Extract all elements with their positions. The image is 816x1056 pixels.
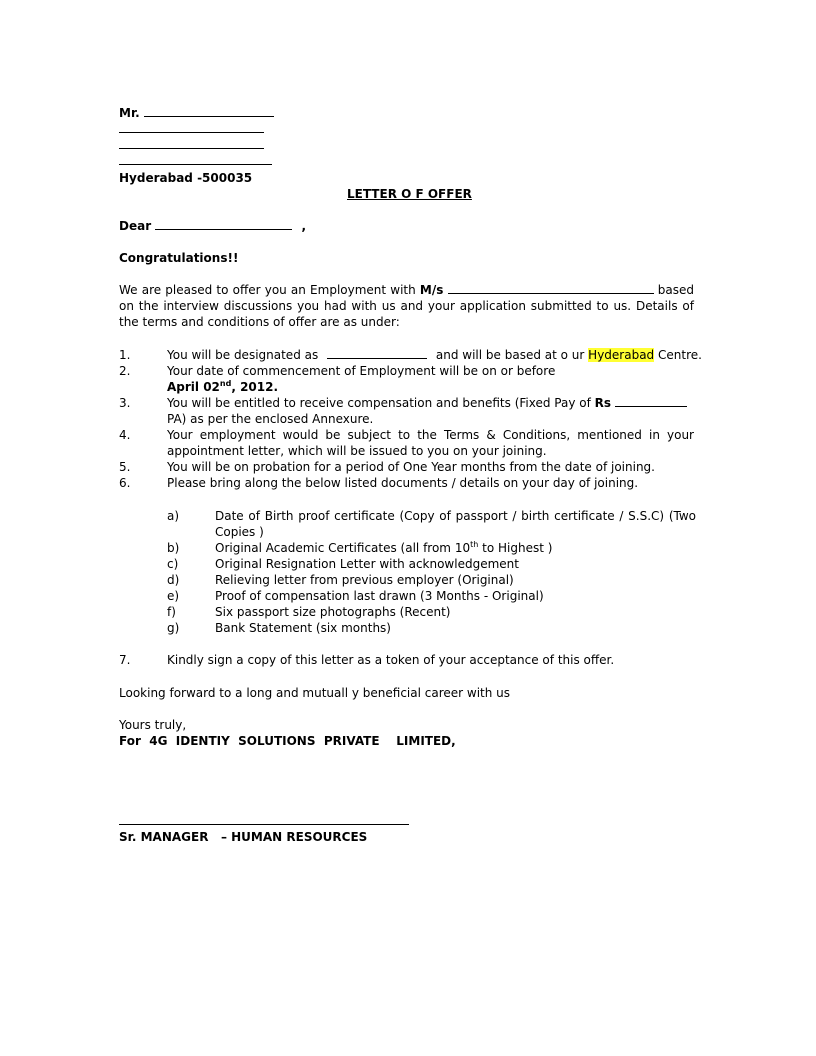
doc-f: Six passport size photographs (Recent) bbox=[215, 605, 451, 619]
term-2-text: Your date of commencement of Employment will be on or before bbox=[167, 364, 556, 378]
address-blank-3 bbox=[119, 153, 272, 165]
date-suffix: nd bbox=[219, 379, 232, 388]
doc-c: Original Resignation Letter with acknowledgement bbox=[215, 557, 519, 571]
term-7: Kindly sign a copy of this letter as a token of your acceptance of this offer. bbox=[167, 653, 615, 667]
term-1 bbox=[167, 347, 702, 363]
doc-label-d: d) bbox=[167, 573, 180, 587]
greeting-line bbox=[119, 218, 306, 234]
doc-label-f: f) bbox=[167, 605, 176, 619]
date-year: , 2012. bbox=[231, 380, 279, 394]
doc-b-text-b: to Highest ) bbox=[478, 541, 553, 555]
signature-line-row bbox=[119, 813, 409, 829]
term-number-4: 4. bbox=[119, 428, 131, 442]
address-blank-1 bbox=[119, 121, 264, 133]
date-main: April 02 bbox=[167, 380, 220, 394]
intro-paragraph bbox=[119, 282, 694, 330]
address-line-1 bbox=[119, 121, 264, 137]
company-name-blank bbox=[448, 282, 654, 294]
location-highlight: Hyderabad bbox=[588, 348, 655, 362]
term-2 bbox=[167, 363, 694, 395]
term-number-6: 6. bbox=[119, 476, 131, 490]
compensation-blank bbox=[615, 395, 687, 407]
term-4: Your employment would be subject to the Terms & Conditions, mentioned in your appointment letter, which will be issued to you on your joining. bbox=[167, 428, 694, 458]
doc-b-suffix: th bbox=[470, 540, 479, 549]
company-prefix: M/s bbox=[419, 283, 444, 297]
term-3-text-a: You will be entitled to receive compensation and benefits (Fixed Pay of bbox=[167, 396, 591, 410]
letter-title: LETTER O F OFFER bbox=[347, 187, 472, 201]
address-line-3 bbox=[119, 153, 272, 169]
term-number-1: 1. bbox=[119, 348, 131, 362]
term-number-7: 7. bbox=[119, 653, 131, 667]
term-number-3: 3. bbox=[119, 396, 131, 410]
closing-remark: Looking forward to a long and mutuall y beneficial career with us bbox=[119, 686, 511, 700]
term-5: You will be on probation for a period of One Year months from the date of joining. bbox=[167, 460, 655, 474]
doc-label-c: c) bbox=[167, 557, 179, 571]
addressee-line bbox=[119, 105, 274, 121]
doc-g: Bank Statement (six months) bbox=[215, 621, 391, 635]
doc-d: Relieving letter from previous employer (Original) bbox=[215, 573, 514, 587]
term-1-text-c: Centre. bbox=[658, 348, 702, 362]
address-blank-2 bbox=[119, 137, 264, 149]
designation-blank bbox=[327, 347, 427, 359]
term-3-text-b: PA) as per the enclosed Annexure. bbox=[167, 412, 374, 426]
term-number-5: 5. bbox=[119, 460, 131, 474]
salutation: Mr. bbox=[119, 106, 140, 120]
greeting-comma: , bbox=[301, 219, 307, 233]
doc-b-text-a: Original Academic Certificates (all from 10 bbox=[215, 541, 471, 555]
dear-text: Dear bbox=[119, 219, 152, 233]
greeting-name-blank bbox=[155, 218, 292, 230]
term-1-text-b: and will be based at o ur bbox=[435, 348, 585, 362]
yours-truly: Yours truly, bbox=[119, 718, 187, 732]
intro-text-after: based on the interview discussions you had with us and your application submitted to us. Details of the terms and conditions of offer are as under: bbox=[119, 283, 694, 329]
currency-rs: Rs bbox=[594, 396, 612, 410]
doc-e: Proof of compensation last drawn (3 Months - Original) bbox=[215, 589, 544, 603]
joining-date bbox=[167, 379, 694, 395]
addressee-name-blank bbox=[144, 105, 274, 117]
city-line: Hyderabad -500035 bbox=[119, 171, 253, 185]
doc-label-e: e) bbox=[167, 589, 180, 603]
congratulations: Congratulations!! bbox=[119, 251, 239, 265]
term-6: Please bring along the below listed documents / details on your day of joining. bbox=[167, 476, 639, 490]
signatory-designation: Sr. MANAGER – HUMAN RESOURCES bbox=[119, 830, 368, 844]
doc-b bbox=[215, 540, 696, 556]
doc-label-a: a) bbox=[167, 509, 180, 523]
company-line: For 4G IDENTIY SOLUTIONS PRIVATE LIMITED, bbox=[119, 734, 456, 748]
term-number-2: 2. bbox=[119, 364, 131, 378]
address-line-2 bbox=[119, 137, 264, 153]
doc-a: Date of Birth proof certificate (Copy of passport / birth certificate / S.S.C) (Two Copies ) bbox=[215, 509, 696, 539]
term-1-text-a: You will be designated as bbox=[167, 348, 319, 362]
signature-line bbox=[119, 813, 409, 825]
doc-label-g: g) bbox=[167, 621, 180, 635]
doc-label-b: b) bbox=[167, 541, 180, 555]
intro-text-before: We are pleased to offer you an Employment with bbox=[119, 283, 416, 297]
term-3 bbox=[167, 395, 694, 427]
